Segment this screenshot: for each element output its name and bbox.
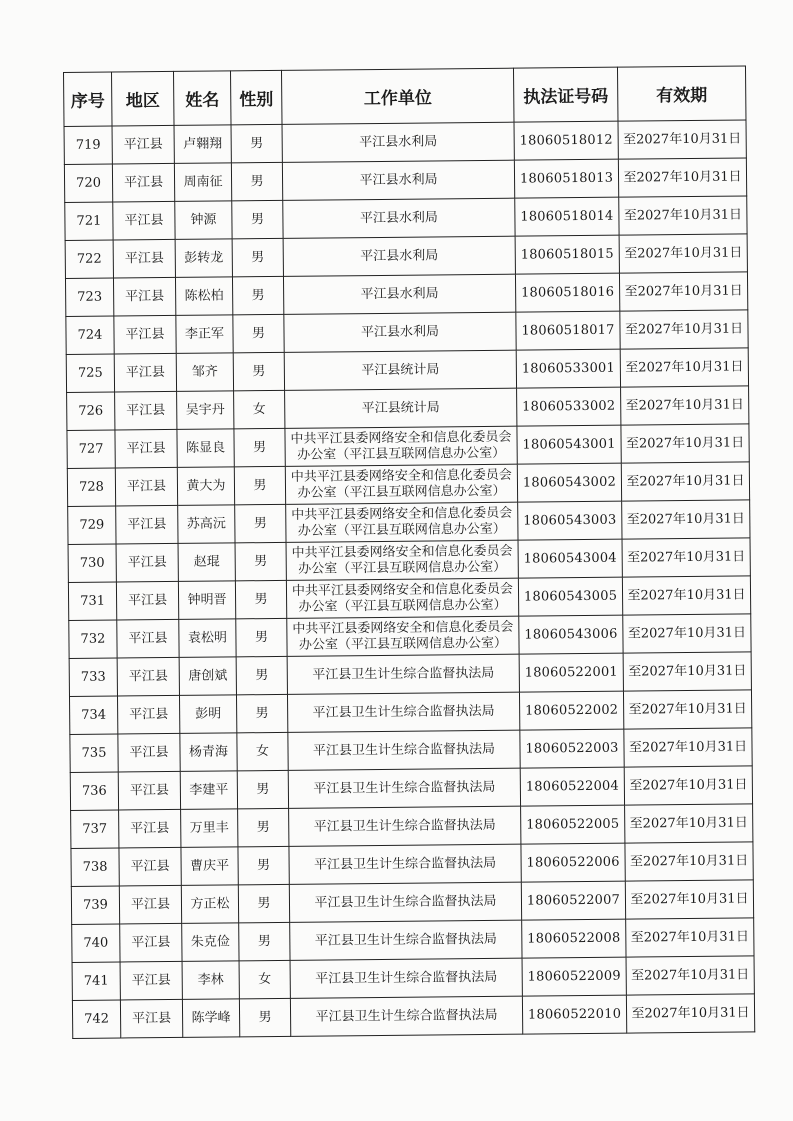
cell-name: 钟明晋 [178,581,235,620]
table-row [67,462,749,507]
cell-region: 平江县 [112,163,174,202]
cell-region: 平江县 [119,885,181,924]
table-row [65,196,747,241]
cell-region: 平江县 [120,999,182,1038]
cell-license-number: 18060522002 [519,691,623,730]
cell-validity: 至2027年10月31日 [624,766,752,805]
cell-validity: 至2027年10月31日 [626,956,754,995]
cell-region: 平江县 [113,239,175,278]
cell-validity: 至2027年10月31日 [619,234,747,273]
header-name: 姓名 [173,71,231,126]
cell-unit: 中共平江县委网络安全和信息化委员会办公室（平江县互联网信息办公室） [286,540,518,580]
cell-gender: 男 [232,276,283,314]
cell-license-number: 18060522004 [520,767,624,806]
table-row [64,120,746,165]
table-row [71,804,753,849]
table-row [66,348,748,393]
cell-no: 726 [67,392,115,430]
cell-gender: 男 [231,162,282,200]
cell-license-number: 18060543005 [518,577,622,616]
cell-license-number: 18060543006 [519,615,623,654]
cell-no: 719 [64,126,112,164]
cell-validity: 至2027年10月31日 [626,994,754,1033]
cell-no: 728 [67,468,115,506]
cell-validity: 至2027年10月31日 [621,386,749,425]
cell-license-number: 18060522008 [522,919,626,958]
table-row [65,234,747,279]
cell-license-number: 18060522005 [521,805,625,844]
cell-license-number: 18060518015 [515,235,619,274]
cell-license-number: 18060522007 [521,881,625,920]
header-license-number: 执法证号码 [513,67,618,122]
cell-validity: 至2027年10月31日 [618,158,746,197]
cell-region: 平江县 [117,695,179,734]
cell-license-number: 18060543001 [517,425,621,464]
cell-gender: 女 [237,732,288,770]
cell-unit: 平江县统计局 [284,350,516,390]
cell-name: 李正军 [176,315,233,354]
cell-validity: 至2027年10月31日 [622,500,750,539]
cell-unit: 平江县卫生计生综合监督执法局 [288,768,520,808]
cell-name: 邹齐 [176,353,233,392]
cell-license-number: 18060522003 [520,729,624,768]
cell-gender: 女 [234,390,285,428]
cell-no: 733 [69,658,117,696]
cell-unit: 平江县水利局 [283,236,515,276]
cell-validity: 至2027年10月31日 [623,652,751,691]
cell-no: 740 [72,924,120,962]
cell-no: 737 [71,810,119,848]
table-row [72,918,754,963]
cell-license-number: 18060543003 [518,501,622,540]
table-row [68,538,750,583]
table-row [65,272,747,317]
cell-validity: 至2027年10月31日 [621,424,749,463]
cell-gender: 男 [232,238,283,276]
cell-validity: 至2027年10月31日 [618,120,746,159]
cell-unit: 平江县卫生计生综合监督执法局 [290,996,522,1036]
cell-name: 苏高沅 [178,505,235,544]
table-row [69,690,751,735]
cell-region: 平江县 [113,277,175,316]
cell-unit: 平江县水利局 [283,198,515,238]
cell-gender: 男 [232,200,283,238]
cell-unit: 平江县水利局 [282,122,514,162]
cell-region: 平江县 [119,847,181,886]
cell-validity: 至2027年10月31日 [623,690,751,729]
table-row [70,766,752,811]
table-row [71,880,753,925]
cell-name: 李建平 [180,771,237,810]
cell-no: 734 [69,696,117,734]
table-header-row [64,66,746,127]
cell-license-number: 18060522010 [522,995,626,1034]
cell-region: 平江县 [117,619,179,658]
cell-license-number: 18060522001 [519,653,623,692]
cell-unit: 中共平江县委网络安全和信息化委员会办公室（平江县互联网信息办公室） [286,578,518,618]
cell-license-number: 18060518014 [515,197,619,236]
cell-validity: 至2027年10月31日 [623,614,751,653]
cell-no: 730 [68,544,116,582]
cell-name: 方正松 [181,885,238,924]
cell-validity: 至2027年10月31日 [620,348,748,387]
cell-region: 平江县 [120,923,182,962]
table-row [64,158,746,203]
cell-license-number: 18060533001 [516,349,620,388]
cell-region: 平江县 [116,505,178,544]
cell-region: 平江县 [113,201,175,240]
cell-validity: 至2027年10月31日 [619,272,747,311]
cell-unit: 平江县卫生计生综合监督执法局 [287,654,519,694]
cell-no: 724 [66,316,114,354]
cell-name: 黄大为 [177,467,234,506]
table-row [67,424,749,469]
cell-no: 742 [72,1000,120,1038]
cell-name: 陈学峰 [182,999,239,1038]
cell-region: 平江县 [115,467,177,506]
cell-gender: 男 [235,504,286,542]
cell-region: 平江县 [120,961,182,1000]
cell-region: 平江县 [118,733,180,772]
cell-validity: 至2027年10月31日 [624,728,752,767]
table-row [67,386,749,431]
cell-unit: 平江县卫生计生综合监督执法局 [289,806,521,846]
cell-license-number: 18060518013 [514,159,618,198]
cell-region: 平江县 [114,315,176,354]
cell-validity: 至2027年10月31日 [626,918,754,957]
cell-region: 平江县 [115,429,177,468]
table-row [71,842,753,887]
cell-validity: 至2027年10月31日 [619,196,747,235]
cell-name: 卢翱翔 [174,125,231,164]
cell-validity: 至2027年10月31日 [621,462,749,501]
cell-name: 彭转龙 [175,239,232,278]
cell-gender: 男 [238,808,289,846]
cell-name: 吴宇丹 [177,391,234,430]
cell-validity: 至2027年10月31日 [625,804,753,843]
cell-gender: 男 [236,656,287,694]
cell-region: 平江县 [116,543,178,582]
cell-name: 朱克俭 [182,923,239,962]
table-row [66,310,748,355]
table-row [72,956,754,1001]
cell-gender: 男 [236,694,287,732]
header-no: 序号 [64,72,113,126]
cell-unit: 平江县卫生计生综合监督执法局 [290,958,522,998]
cell-no: 731 [68,582,116,620]
cell-no: 723 [65,278,113,316]
cell-unit: 平江县卫生计生综合监督执法局 [289,844,521,884]
cell-license-number: 18060543002 [517,463,621,502]
cell-name: 陈显良 [177,429,234,468]
cell-gender: 男 [233,352,284,390]
cell-no: 720 [64,164,112,202]
cell-validity: 至2027年10月31日 [622,538,750,577]
cell-no: 741 [72,962,120,1000]
cell-validity: 至2027年10月31日 [622,576,750,615]
table-row [69,614,751,659]
cell-unit: 平江县水利局 [284,312,516,352]
cell-license-number: 18060518017 [516,311,620,350]
table-body [64,120,755,1039]
cell-license-number: 18060522009 [522,957,626,996]
cell-validity: 至2027年10月31日 [625,880,753,919]
cell-no: 732 [69,620,117,658]
cell-gender: 男 [235,542,286,580]
cell-no: 738 [71,848,119,886]
header-unit: 工作单位 [281,68,514,124]
cell-region: 平江县 [118,771,180,810]
cell-unit: 中共平江县委网络安全和信息化委员会办公室（平江县互联网信息办公室） [285,426,517,466]
cell-no: 727 [67,430,115,468]
cell-no: 722 [65,240,113,278]
cell-gender: 女 [239,960,290,998]
cell-license-number: 18060543004 [518,539,622,578]
table-row [70,728,752,773]
header-region: 地区 [112,71,175,126]
cell-unit: 中共平江县委网络安全和信息化委员会办公室（平江县互联网信息办公室） [285,464,517,504]
cell-no: 721 [65,202,113,240]
cell-region: 平江县 [112,125,174,164]
cell-no: 735 [70,734,118,772]
cell-name: 彭明 [179,695,236,734]
cell-name: 万里丰 [181,809,238,848]
cell-no: 725 [66,354,114,392]
cell-name: 唐创斌 [179,657,236,696]
cell-name: 赵琨 [178,543,235,582]
cell-region: 平江县 [114,353,176,392]
cell-name: 曹庆平 [181,847,238,886]
cell-unit: 平江县卫生计生综合监督执法局 [287,692,519,732]
table-row [68,576,750,621]
table-row [68,500,750,545]
cell-no: 739 [71,886,119,924]
personnel-table [63,65,755,1039]
cell-validity: 至2027年10月31日 [620,310,748,349]
cell-name: 周南征 [174,163,231,202]
cell-unit: 平江县水利局 [282,160,514,200]
cell-unit: 平江县统计局 [285,388,517,428]
cell-region: 平江县 [119,809,181,848]
header-validity: 有效期 [617,66,746,121]
cell-region: 平江县 [117,657,179,696]
cell-license-number: 18060522006 [521,843,625,882]
cell-gender: 男 [239,998,290,1036]
cell-license-number: 18060533002 [517,387,621,426]
cell-region: 平江县 [115,391,177,430]
cell-unit: 中共平江县委网络安全和信息化委员会办公室（平江县互联网信息办公室） [287,616,519,656]
cell-unit: 中共平江县委网络安全和信息化委员会办公室（平江县互联网信息办公室） [286,502,518,542]
cell-unit: 平江县卫生计生综合监督执法局 [289,882,521,922]
cell-region: 平江县 [116,581,178,620]
cell-gender: 男 [237,770,288,808]
cell-gender: 男 [234,466,285,504]
cell-unit: 平江县卫生计生综合监督执法局 [290,920,522,960]
cell-name: 李林 [182,961,239,1000]
cell-gender: 男 [236,618,287,656]
cell-gender: 男 [234,428,285,466]
cell-gender: 男 [238,884,289,922]
cell-gender: 男 [233,314,284,352]
cell-no: 736 [70,772,118,810]
cell-name: 陈松柏 [175,277,232,316]
cell-gender: 男 [235,580,286,618]
cell-gender: 男 [239,922,290,960]
header-gender: 性别 [230,70,282,124]
cell-license-number: 18060518016 [515,273,619,312]
cell-name: 钟源 [175,201,232,240]
cell-gender: 男 [238,846,289,884]
table-row [69,652,751,697]
cell-name: 袁松明 [179,619,236,658]
cell-gender: 男 [231,124,282,162]
cell-unit: 平江县水利局 [283,274,515,314]
cell-no: 729 [68,506,116,544]
table-row [72,994,754,1039]
cell-unit: 平江县卫生计生综合监督执法局 [288,730,520,770]
cell-license-number: 18060518012 [514,121,618,160]
cell-name: 杨青海 [180,733,237,772]
cell-validity: 至2027年10月31日 [625,842,753,881]
